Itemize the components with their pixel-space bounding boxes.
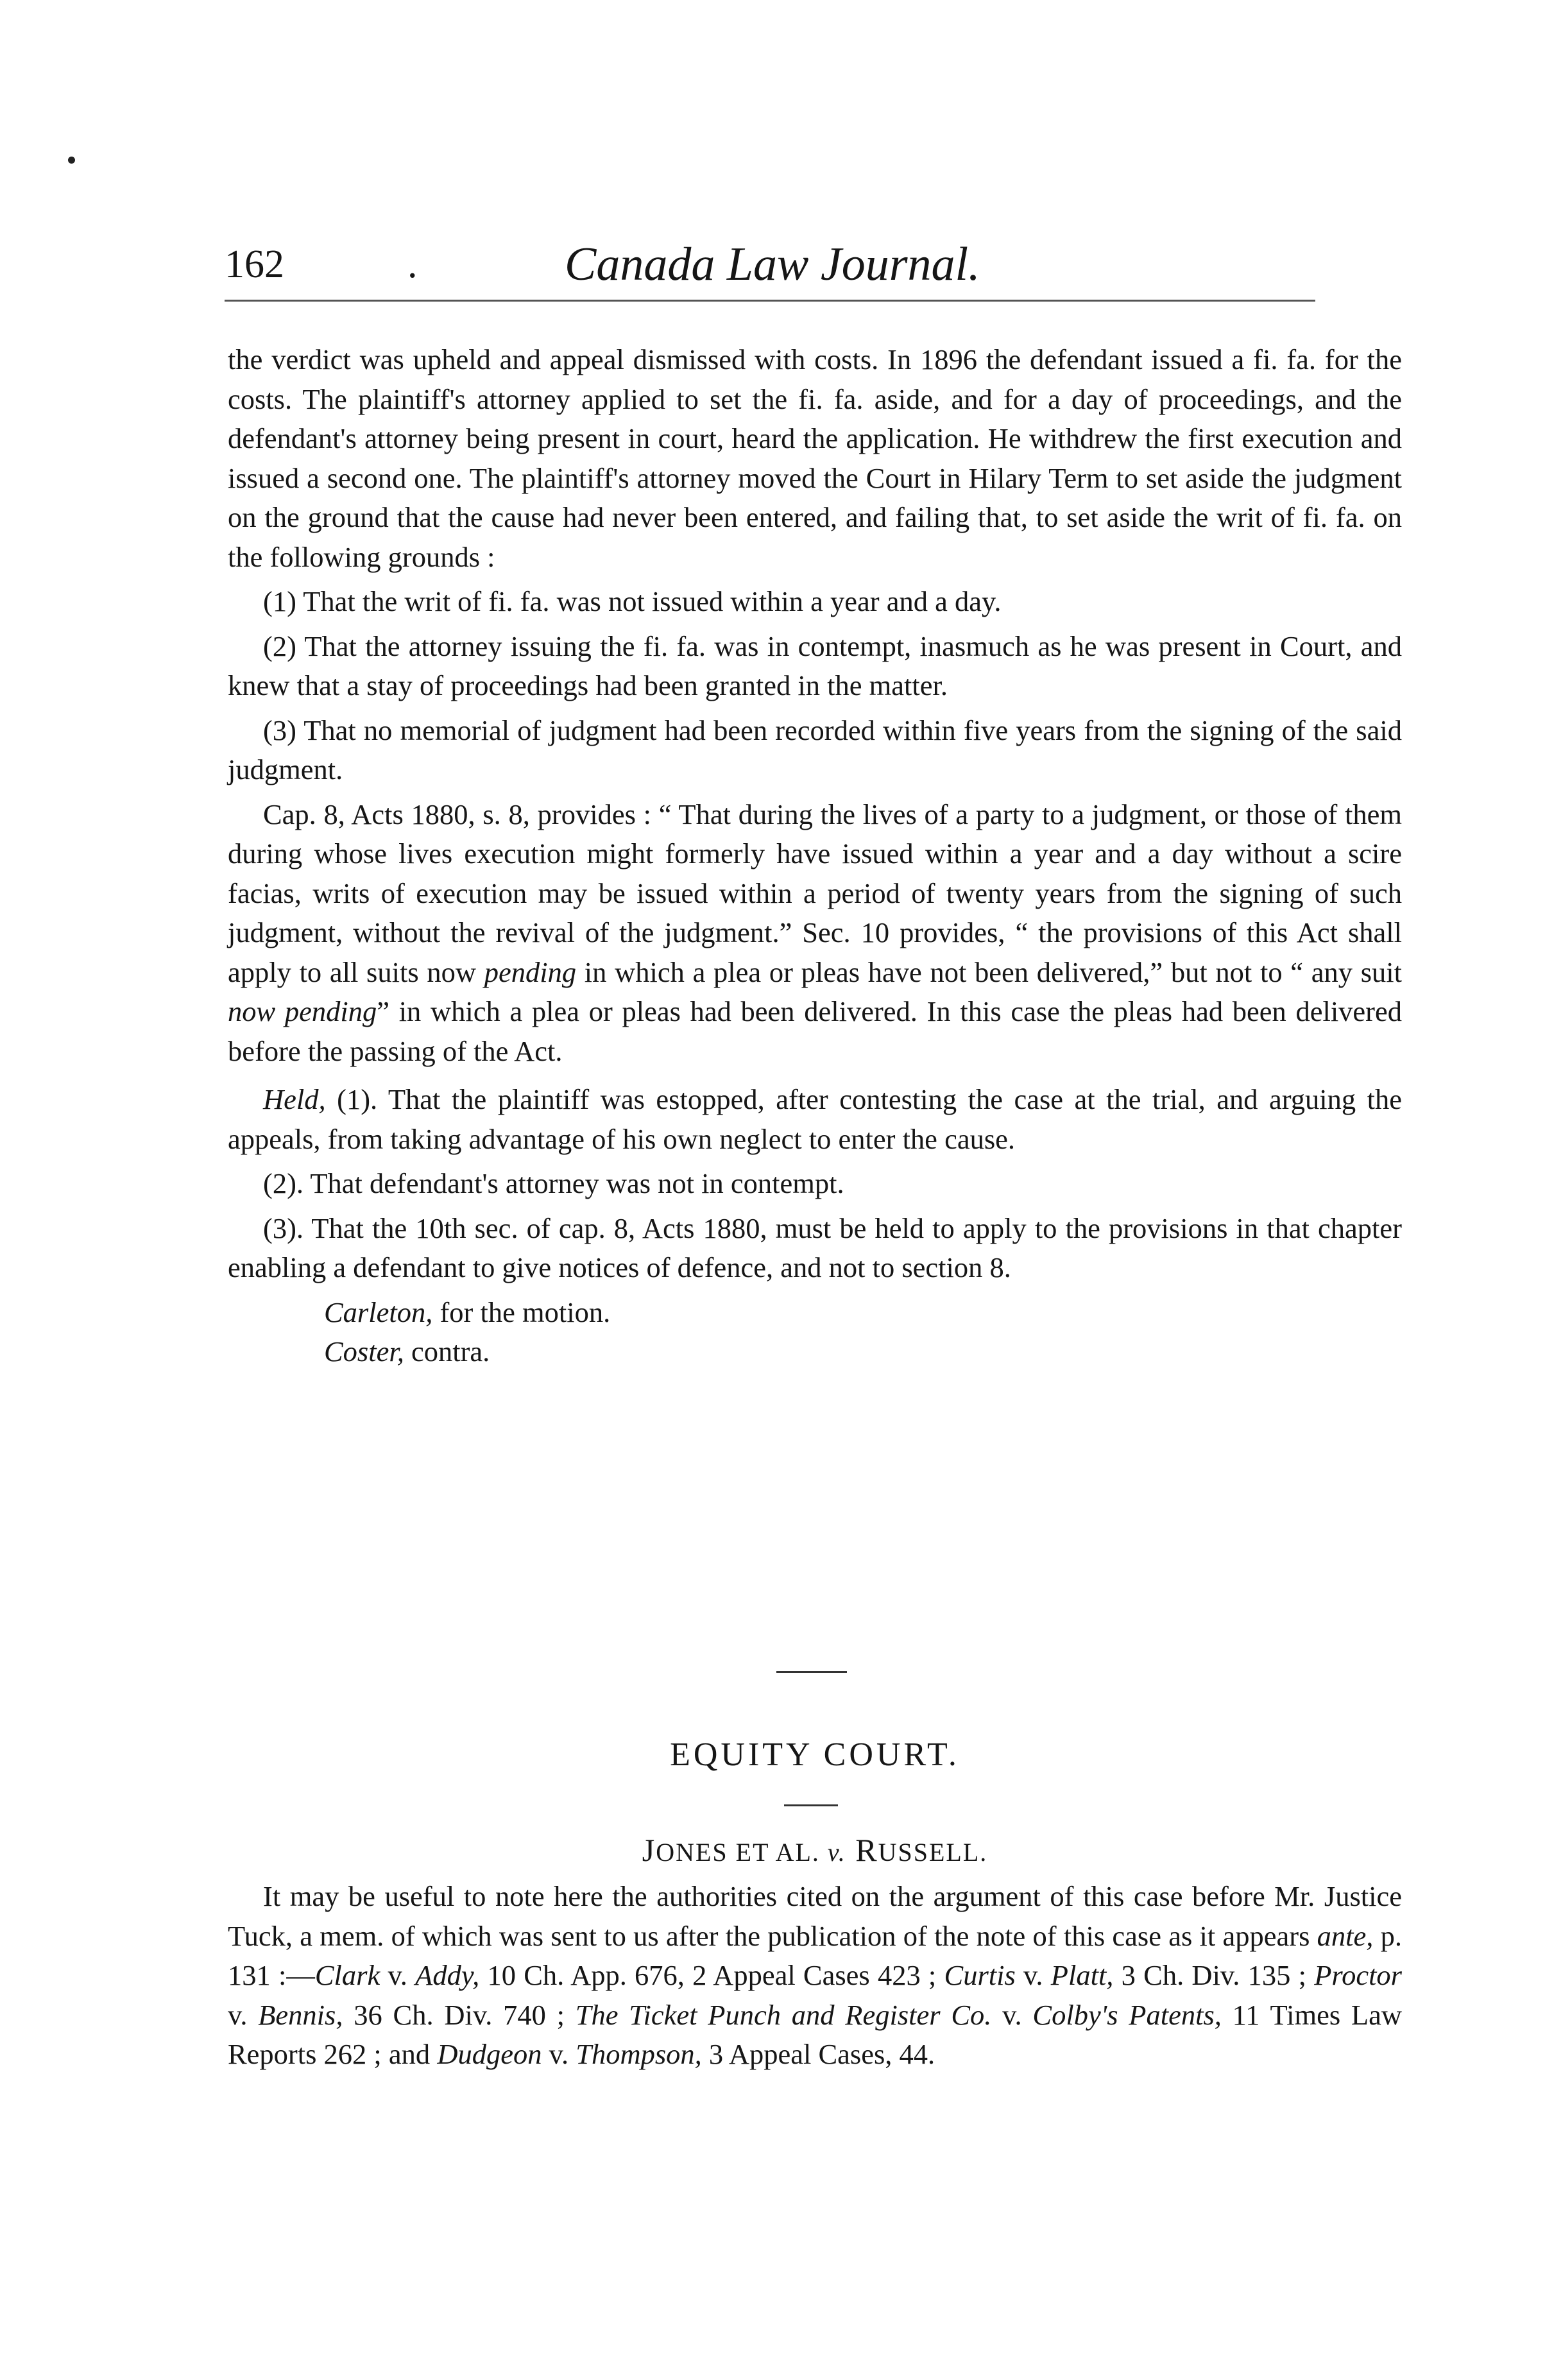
holding-1 bbox=[228, 1080, 1402, 1159]
counsel-contra bbox=[228, 1332, 1402, 1372]
paragraph-authorities bbox=[228, 1877, 1402, 2075]
note-text-9: v. bbox=[991, 1998, 1033, 2031]
note-platt: Platt, bbox=[1050, 1959, 1114, 1991]
counsel-2-name: Coster, bbox=[324, 1335, 404, 1367]
counsel-for-motion bbox=[228, 1293, 1402, 1333]
stray-dot-mark bbox=[68, 157, 75, 164]
held-label: Held, bbox=[263, 1083, 326, 1115]
note-text-12: 3 Appeal Cases, 44. bbox=[701, 2038, 935, 2070]
counsel-1-name: Carleton, bbox=[324, 1296, 433, 1328]
note-ticket-punch: The Ticket Punch and Register Co. bbox=[575, 1998, 992, 2031]
case-title-initial-j: J bbox=[642, 1832, 656, 1868]
note-proctor: Proctor bbox=[1314, 1959, 1402, 1991]
counsel-1-text: for the motion. bbox=[432, 1296, 611, 1328]
paragraph-facts: the verdict was upheld and appeal dismissed with costs. In 1896 the defendant issued a fi. fa. for the costs. The plaintiff's attorney applied to set the fi. fa. aside, and for a day of proceedings, and the defendant's attorney being present in court, heard the application. He withdrew the first execution and issued a second one. The plaintiff's attorney moved the Court in Hilary Term to set aside the judgment on the ground that the cause had never been entered, and failing that, to set aside the writ of fi. fa. on the following grounds : bbox=[228, 343, 1402, 573]
note-text-8: 36 Ch. Div. 740 ; bbox=[343, 1998, 576, 2031]
statute-text-b: in which a plea or pleas have not been delivered,” but not to “ any suit bbox=[576, 955, 1402, 988]
statute-italic-pending: pending bbox=[484, 955, 577, 988]
case-title-jones: ONES ET AL. bbox=[656, 1838, 828, 1867]
page-number: 162 bbox=[225, 243, 284, 286]
authorities-note bbox=[228, 1877, 1402, 2080]
note-text-10: 11 Times Law Reports 262 ; and bbox=[228, 1998, 1402, 2070]
paragraph-statute bbox=[228, 795, 1402, 1072]
section-divider-rule bbox=[776, 1671, 847, 1673]
statute-text-c: ” in which a plea or pleas had been delivered. In this case the pleas had been delivered before the passing of the Act. bbox=[228, 995, 1403, 1067]
note-dudgeon: Dudgeon bbox=[437, 2038, 542, 2070]
heading-underline-rule bbox=[784, 1804, 838, 1806]
note-text-11: v. bbox=[542, 2038, 576, 2070]
holding-1-text: (1). That the plaintiff was estopped, after contesting the case at the trial, and arguing the appeals, from taking advantage of his own neglect to enter the cause. bbox=[228, 1083, 1402, 1155]
case-title bbox=[228, 1831, 1402, 1872]
header-rule bbox=[225, 300, 1315, 302]
header-separator: . bbox=[407, 243, 418, 286]
note-addy: Addy, bbox=[415, 1959, 480, 1991]
case-title-russell: USSELL. bbox=[878, 1838, 988, 1867]
note-text-2: p. 131 :— bbox=[228, 1919, 1403, 1991]
holding-2: (2). That defendant's attorney was not in contempt. bbox=[263, 1167, 844, 1199]
note-text-6: 3 Ch. Div. 135 ; bbox=[1113, 1959, 1315, 1991]
note-ante: ante, bbox=[1317, 1919, 1374, 1952]
note-text-4: 10 Ch. App. 676, 2 Appeal Cases 423 ; bbox=[479, 1959, 944, 1991]
note-clark: Clark bbox=[314, 1959, 380, 1991]
ground-1: (1) That the writ of fi. fa. was not issued within a year and a day. bbox=[263, 585, 1002, 617]
note-colby: Colby's Patents, bbox=[1032, 1998, 1222, 2031]
ground-2: (2) That the attorney issuing the fi. fa. was in contempt, inasmuch as he was present in Court, and knew that a stay of proceedings had been granted in the matter. bbox=[228, 629, 1402, 701]
section-heading: EQUITY COURT. bbox=[670, 1736, 960, 1773]
statute-italic-now-pending: now pending bbox=[228, 995, 377, 1027]
ground-3: (3) That no memorial of judgment had been recorded within five years from the signing of the said judgment. bbox=[228, 714, 1402, 785]
note-text-7: v. bbox=[228, 1998, 259, 2031]
note-curtis: Curtis bbox=[944, 1959, 1016, 1991]
note-text-1: It may be useful to note here the authorities cited on the argument of this case before Mr. Justice Tuck, a mem. of which was sent to us after the publication of the note of this case as it appears bbox=[228, 1880, 1402, 1952]
journal-title: Canada Law Journal. bbox=[565, 238, 980, 291]
case-title-initial-r: R bbox=[846, 1832, 878, 1868]
note-bennis: Bennis, bbox=[258, 1998, 343, 2031]
note-text-5: v. bbox=[1015, 1959, 1051, 1991]
statute-text-a: Cap. 8, Acts 1880, s. 8, provides : “ That during the lives of a party to a judgment, or those of them during whose lives execution might formerly have issued within a year and a day without a scire facias, writs of execution may be issued within a period of twenty years from the signing of such judgment, without the revival of the judgment.” Sec. 10 provides, “ the provisions of this Act shall apply to all suits now bbox=[228, 798, 1402, 988]
running-header bbox=[225, 239, 1322, 309]
holding-3: (3). That the 10th sec. of cap. 8, Acts 1880, must be held to apply to the provisions in that chapter enabling a defendant to give notices of defence, and not to section 8. bbox=[228, 1211, 1402, 1283]
case-title-versus: v. bbox=[827, 1838, 846, 1867]
note-text-3: v. bbox=[380, 1959, 416, 1991]
case-report-body bbox=[228, 340, 1402, 1372]
note-thompson: Thompson, bbox=[576, 2038, 702, 2070]
counsel-2-text: contra. bbox=[404, 1335, 490, 1367]
